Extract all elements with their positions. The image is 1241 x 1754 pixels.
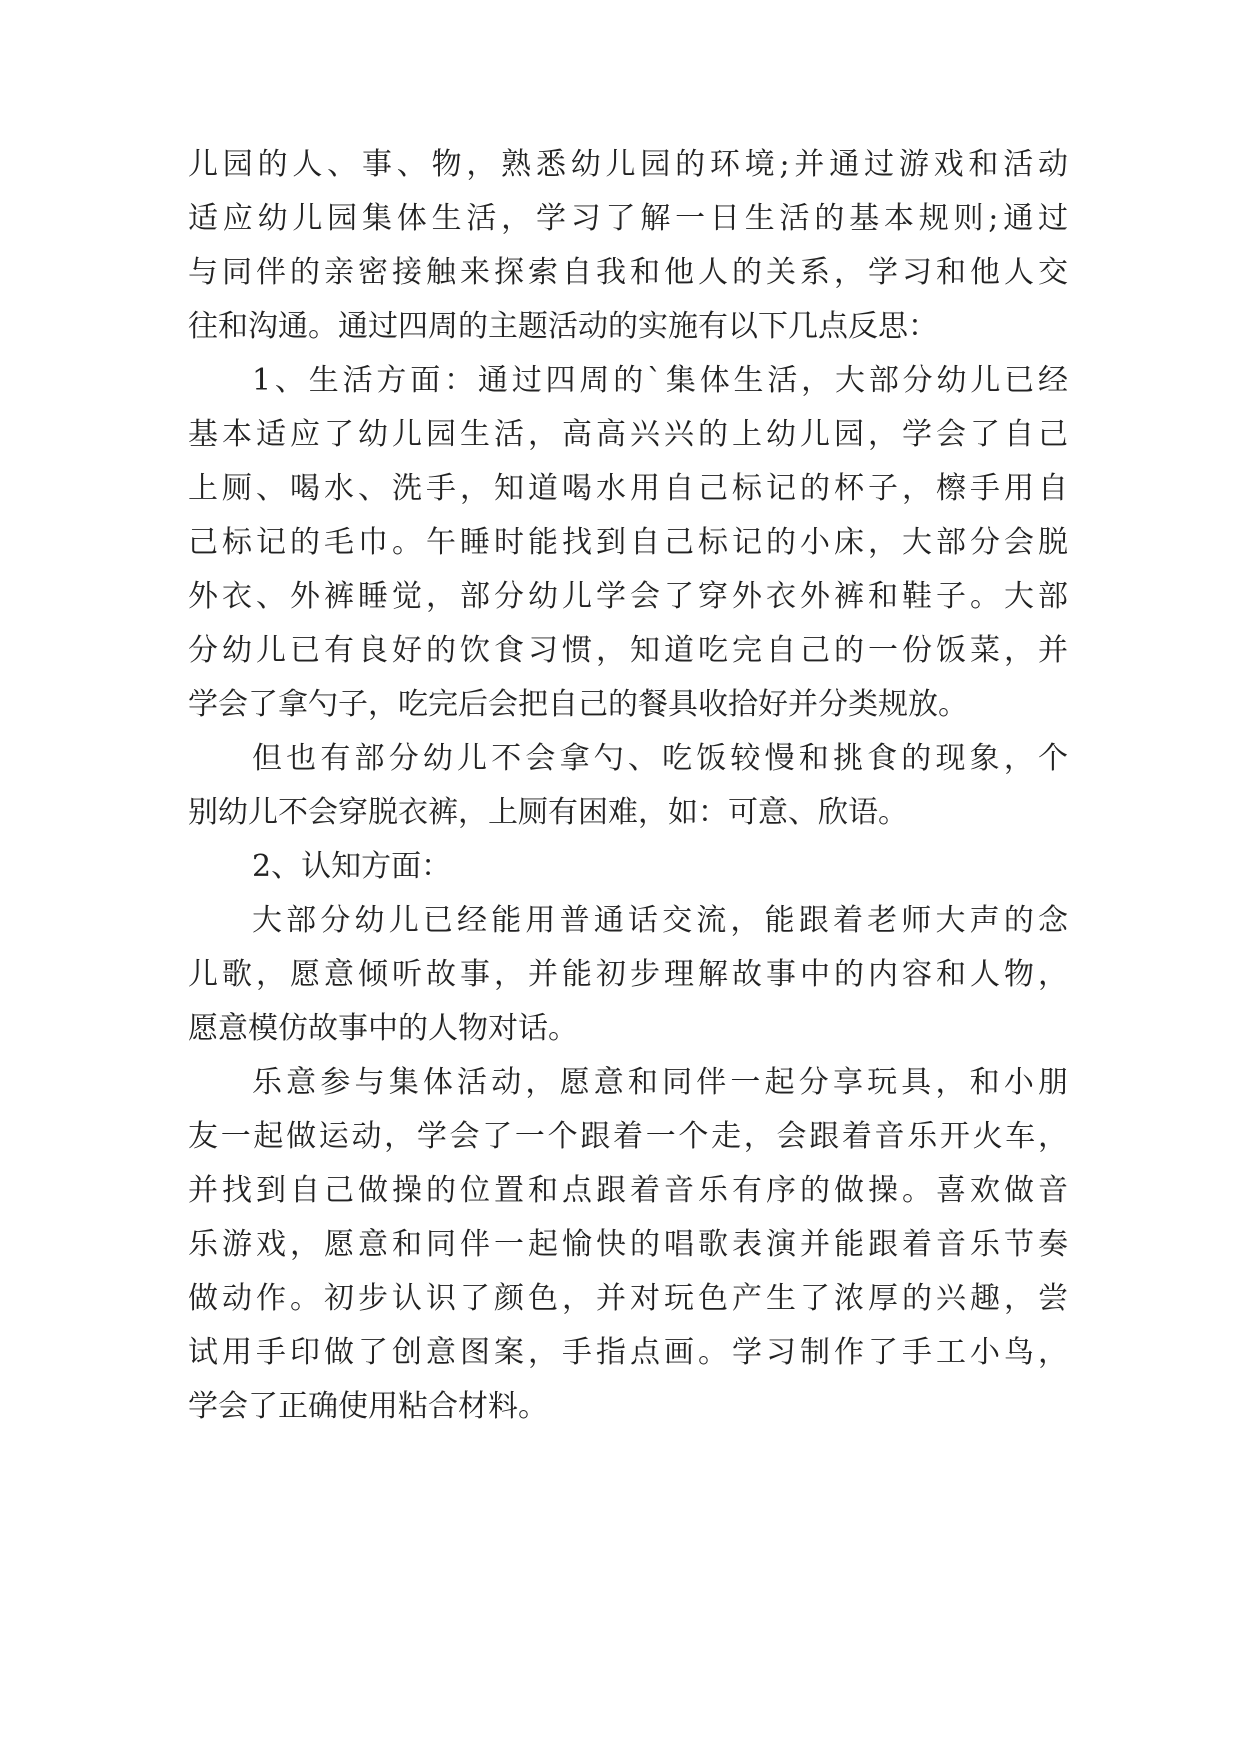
text-line: 儿园的人、事、物，熟悉幼儿园的环境;并通过游戏和活动 xyxy=(188,147,1068,182)
text-line: 儿歌，愿意倾听故事，并能初步理解故事中的内容和人物， xyxy=(188,957,1068,992)
paragraph-first-line: 1、生活方面：通过四周的`集体生活，大部分幼儿已经 xyxy=(252,363,1068,398)
text-line: 学会了正确使用粘合材料。 xyxy=(188,1389,548,1424)
text-line: 己标记的毛巾。午睡时能找到自己标记的小床，大部分会脱 xyxy=(188,525,1068,560)
paragraph-first-line: 但也有部分幼儿不会拿勺、吃饭较慢和挑食的现象，个 xyxy=(252,741,1068,776)
text-line: 学会了拿勺子，吃完后会把自己的餐具收拾好并分类规放。 xyxy=(188,687,968,722)
section-heading: 2、认知方面： xyxy=(252,849,452,884)
text-line: 乐游戏，愿意和同伴一起愉快的唱歌表演并能跟着音乐节奏 xyxy=(188,1227,1068,1262)
text-line: 试用手印做了创意图案，手指点画。学习制作了手工小鸟， xyxy=(188,1335,1068,1370)
text-line: 友一起做运动，学会了一个跟着一个走，会跟着音乐开火车， xyxy=(188,1119,1068,1154)
text-line: 基本适应了幼儿园生活，高高兴兴的上幼儿园，学会了自己 xyxy=(188,417,1068,452)
text-line: 别幼儿不会穿脱衣裤，上厕有困难，如：可意、欣语。 xyxy=(188,795,908,830)
text-line: 并找到自己做操的位置和点跟着音乐有序的做操。喜欢做音 xyxy=(188,1173,1068,1208)
text-line: 分幼儿已有良好的饮食习惯，知道吃完自己的一份饭菜，并 xyxy=(188,633,1068,668)
text-line: 上厕、喝水、洗手，知道喝水用自己标记的杯子，檫手用自 xyxy=(188,471,1068,506)
paragraph-first-line: 大部分幼儿已经能用普通话交流，能跟着老师大声的念 xyxy=(252,903,1068,938)
text-line: 适应幼儿园集体生活，学习了解一日生活的基本规则;通过 xyxy=(188,201,1068,236)
paragraph-first-line: 乐意参与集体活动，愿意和同伴一起分享玩具，和小朋 xyxy=(252,1065,1068,1100)
text-line: 往和沟通。通过四周的主题活动的实施有以下几点反思： xyxy=(188,309,938,344)
text-line: 与同伴的亲密接触来探索自我和他人的关系，学习和他人交 xyxy=(188,255,1068,290)
text-line: 愿意模仿故事中的人物对话。 xyxy=(188,1011,578,1046)
text-line: 做动作。初步认识了颜色，并对玩色产生了浓厚的兴趣，尝 xyxy=(188,1281,1068,1316)
text-line: 外衣、外裤睡觉，部分幼儿学会了穿外衣外裤和鞋子。大部 xyxy=(188,579,1068,614)
